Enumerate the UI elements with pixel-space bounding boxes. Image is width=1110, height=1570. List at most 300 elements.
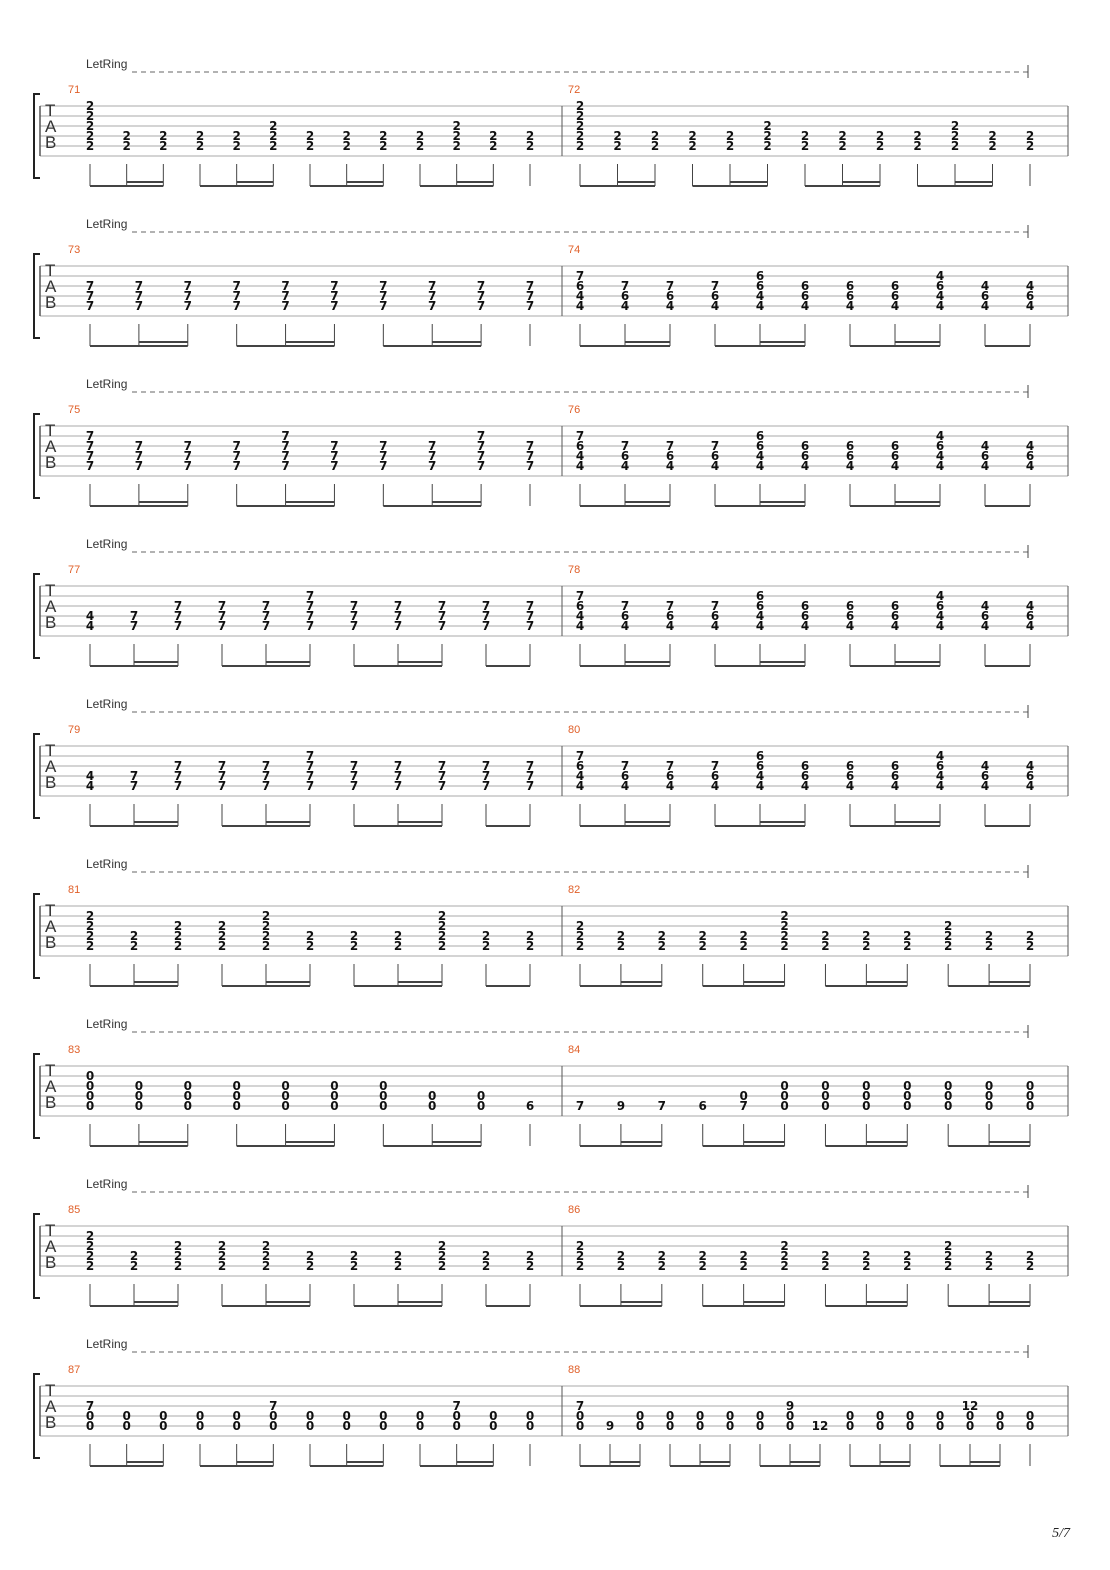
fret-number: 6 <box>665 289 675 303</box>
fret-number: 0 <box>965 1409 975 1423</box>
fret-number: 12 <box>961 1399 979 1413</box>
fret-number: 0 <box>665 1409 675 1423</box>
fret-number: 7 <box>525 299 535 313</box>
fret-number: 4 <box>665 459 675 473</box>
fret-number: 2 <box>800 139 810 153</box>
tab-clef-letter: T <box>45 1381 56 1400</box>
fret-number: 4 <box>1025 599 1035 613</box>
fret-number: 4 <box>935 749 945 763</box>
fret-number: 4 <box>665 779 675 793</box>
fret-number: 0 <box>821 1089 830 1103</box>
fret-number: 0 <box>134 1089 144 1103</box>
fret-number: 0 <box>995 1409 1005 1423</box>
let-ring-label: LetRing <box>86 537 128 551</box>
fret-number: 2 <box>85 1259 95 1273</box>
fret-number: 4 <box>935 289 945 303</box>
fret-number: 0 <box>845 1419 855 1433</box>
fret-number: 7 <box>393 599 403 613</box>
fret-number: 6 <box>800 439 810 453</box>
fret-number: 7 <box>134 289 144 303</box>
measure-number: 84 <box>568 1044 581 1056</box>
fret-number: 2 <box>415 139 425 153</box>
fret-number: 7 <box>620 599 630 613</box>
fret-number: 7 <box>85 279 95 293</box>
fret-number: 2 <box>349 939 359 953</box>
measure-number: 75 <box>68 404 81 416</box>
fret-number: 6 <box>755 599 765 613</box>
fret-number: 0 <box>489 1409 498 1423</box>
fret-number: 7 <box>261 759 271 773</box>
fret-number: 4 <box>980 599 990 613</box>
fret-number: 6 <box>890 609 900 623</box>
fret-number: 2 <box>452 139 461 153</box>
fret-number: 0 <box>415 1409 425 1423</box>
measure-number: 79 <box>68 724 81 736</box>
fret-number: 7 <box>173 769 183 783</box>
fret-number: 7 <box>232 459 241 473</box>
fret-number: 6 <box>890 439 900 453</box>
measure-number: 83 <box>68 1044 81 1056</box>
fret-number: 2 <box>159 129 168 143</box>
fret-number: 6 <box>935 599 945 613</box>
fret-number: 2 <box>688 129 697 143</box>
fret-number: 7 <box>620 279 630 293</box>
fret-number: 7 <box>393 779 403 793</box>
fret-number: 2 <box>575 139 585 153</box>
system-bracket <box>34 94 40 178</box>
fret-number: 2 <box>575 939 585 953</box>
fret-number: 7 <box>281 429 290 443</box>
fret-number: 6 <box>845 769 855 783</box>
fret-number: 2 <box>437 929 447 943</box>
fret-number: 7 <box>428 299 437 313</box>
fret-number: 7 <box>305 599 315 613</box>
measure-number: 76 <box>568 404 581 416</box>
fret-number: 2 <box>437 909 447 923</box>
fret-number: 6 <box>845 759 855 773</box>
fret-number: 6 <box>665 609 675 623</box>
fret-number: 9 <box>785 1399 795 1413</box>
fret-number: 7 <box>305 779 315 793</box>
fret-number: 7 <box>183 299 192 313</box>
fret-number: 0 <box>379 1089 388 1103</box>
tab-clef-letter: T <box>45 421 56 440</box>
fret-number: 2 <box>780 909 789 923</box>
fret-number: 4 <box>755 299 765 313</box>
fret-number: 2 <box>1025 1249 1035 1263</box>
fret-number: 2 <box>305 129 315 143</box>
fret-number: 0 <box>903 1089 912 1103</box>
fret-number: 0 <box>984 1089 994 1103</box>
fret-number: 0 <box>780 1099 789 1113</box>
fret-number: 7 <box>232 449 241 463</box>
fret-number: 2 <box>437 919 447 933</box>
fret-number: 2 <box>698 1259 707 1273</box>
fret-number: 7 <box>393 609 403 623</box>
fret-number: 4 <box>665 619 675 633</box>
fret-number: 7 <box>217 609 227 623</box>
fret-number: 6 <box>800 599 810 613</box>
fret-number: 7 <box>183 449 192 463</box>
fret-number: 6 <box>575 599 585 613</box>
fret-number: 2 <box>903 1249 912 1263</box>
fret-number: 7 <box>710 599 720 613</box>
fret-number: 2 <box>261 909 271 923</box>
fret-number: 7 <box>476 439 486 453</box>
fret-number: 7 <box>379 289 388 303</box>
fret-number: 7 <box>232 299 241 313</box>
fret-number: 0 <box>755 1419 765 1433</box>
fret-number: 6 <box>845 449 855 463</box>
fret-number: 7 <box>620 759 630 773</box>
fret-number: 2 <box>950 139 960 153</box>
system-bracket <box>34 574 40 658</box>
fret-number: 7 <box>393 619 403 633</box>
fret-number: 4 <box>935 299 945 313</box>
fret-number: 7 <box>710 759 720 773</box>
fret-number: 7 <box>134 279 144 293</box>
fret-number: 7 <box>525 619 535 633</box>
fret-number: 7 <box>129 609 139 623</box>
fret-number: 2 <box>85 939 95 953</box>
fret-number: 0 <box>785 1419 795 1433</box>
fret-number: 2 <box>269 119 278 133</box>
fret-number: 2 <box>261 1249 271 1263</box>
fret-number: 2 <box>129 939 139 953</box>
fret-number: 6 <box>620 289 630 303</box>
fret-number: 4 <box>85 619 95 633</box>
fret-number: 6 <box>575 279 585 293</box>
fret-number: 2 <box>780 939 789 953</box>
fret-number: 4 <box>575 459 585 473</box>
fret-number: 7 <box>85 299 95 313</box>
fret-number: 7 <box>261 769 271 783</box>
fret-number: 0 <box>755 1409 765 1423</box>
fret-number: 2 <box>821 939 830 953</box>
fret-number: 0 <box>635 1419 645 1433</box>
fret-number: 7 <box>393 769 403 783</box>
fret-number: 0 <box>905 1409 915 1423</box>
fret-number: 7 <box>525 459 535 473</box>
fret-number: 4 <box>755 459 765 473</box>
fret-number: 2 <box>305 939 315 953</box>
fret-number: 2 <box>988 139 997 153</box>
fret-number: 4 <box>755 779 765 793</box>
fret-number: 7 <box>232 439 241 453</box>
fret-number: 0 <box>452 1409 461 1423</box>
fret-number: 6 <box>890 289 900 303</box>
tab-clef-letter: T <box>45 581 56 600</box>
fret-number: 2 <box>85 919 95 933</box>
fret-number: 6 <box>755 279 765 293</box>
fret-number: 0 <box>862 1079 871 1093</box>
fret-number: 0 <box>944 1089 953 1103</box>
fret-number: 0 <box>379 1079 388 1093</box>
fret-number: 7 <box>710 279 720 293</box>
tab-clef-letter: T <box>45 901 56 920</box>
fret-number: 4 <box>1025 619 1035 633</box>
fret-number: 7 <box>525 769 535 783</box>
fret-number: 2 <box>261 939 271 953</box>
fret-number: 4 <box>935 269 945 283</box>
fret-number: 7 <box>437 619 447 633</box>
fret-number: 7 <box>281 459 290 473</box>
fret-number: 2 <box>379 129 388 143</box>
fret-number: 2 <box>349 1259 359 1273</box>
fret-number: 7 <box>575 749 585 763</box>
fret-number: 4 <box>980 459 990 473</box>
fret-number: 6 <box>620 609 630 623</box>
fret-number: 7 <box>437 779 447 793</box>
fret-number: 7 <box>173 609 183 623</box>
let-ring-label: LetRing <box>86 1177 128 1191</box>
fret-number: 4 <box>1025 439 1035 453</box>
measure-number: 74 <box>568 244 581 256</box>
fret-number: 6 <box>890 599 900 613</box>
fret-number: 2 <box>575 119 585 133</box>
fret-number: 4 <box>620 459 630 473</box>
fret-number: 0 <box>134 1079 144 1093</box>
tab-clef-letter: B <box>45 1093 57 1112</box>
fret-number: 7 <box>281 279 290 293</box>
fret-number: 2 <box>862 1249 871 1263</box>
fret-number: 2 <box>780 1249 789 1263</box>
fret-number: 0 <box>845 1409 855 1423</box>
fret-number: 7 <box>428 289 437 303</box>
fret-number: 2 <box>862 929 871 943</box>
fret-number: 2 <box>85 909 95 923</box>
fret-number: 7 <box>379 439 388 453</box>
fret-number: 2 <box>657 939 666 953</box>
tab-clef-letter: A <box>45 1237 57 1256</box>
fret-number: 0 <box>739 1089 748 1103</box>
fret-number: 4 <box>665 299 675 313</box>
fret-number: 7 <box>476 299 486 313</box>
fret-number: 2 <box>85 129 95 143</box>
fret-number: 2 <box>269 139 278 153</box>
fret-number: 2 <box>616 929 626 943</box>
fret-number: 4 <box>575 299 585 313</box>
fret-number: 6 <box>665 769 675 783</box>
tab-clef-letter: B <box>45 933 57 952</box>
page-number: 5/7 <box>1052 1526 1070 1541</box>
fret-number: 7 <box>85 1399 95 1413</box>
fret-number: 2 <box>944 939 953 953</box>
fret-number: 4 <box>1025 779 1035 793</box>
fret-number: 4 <box>575 779 585 793</box>
fret-number: 6 <box>890 759 900 773</box>
fret-number: 6 <box>800 759 810 773</box>
fret-number: 0 <box>905 1419 915 1433</box>
fret-number: 0 <box>195 1419 205 1433</box>
fret-number: 0 <box>780 1089 789 1103</box>
fret-number: 2 <box>85 99 95 113</box>
fret-number: 0 <box>1025 1419 1035 1433</box>
fret-number: 4 <box>980 299 990 313</box>
fret-number: 6 <box>755 589 765 603</box>
fret-number: 2 <box>305 139 315 153</box>
fret-number: 7 <box>481 769 491 783</box>
fret-number: 0 <box>984 1099 994 1113</box>
fret-number: 2 <box>481 939 491 953</box>
fret-number: 2 <box>261 1259 271 1273</box>
fret-number: 4 <box>890 619 900 633</box>
fret-number: 2 <box>875 139 885 153</box>
fret-number: 0 <box>862 1089 871 1103</box>
fret-number: 2 <box>1025 929 1035 943</box>
tab-clef-letter: A <box>45 1077 57 1096</box>
tab-clef-letter: A <box>45 597 57 616</box>
fret-number: 2 <box>913 129 922 143</box>
fret-number: 6 <box>1025 449 1035 463</box>
fret-number: 7 <box>525 599 535 613</box>
fret-number: 4 <box>935 609 945 623</box>
fret-number: 7 <box>575 1399 585 1413</box>
fret-number: 2 <box>217 1249 227 1263</box>
fret-number: 2 <box>85 929 95 943</box>
fret-number: 7 <box>525 609 535 623</box>
fret-number: 0 <box>452 1419 461 1433</box>
fret-number: 2 <box>950 129 960 143</box>
fret-number: 7 <box>481 599 491 613</box>
fret-number: 0 <box>85 1079 95 1093</box>
fret-number: 6 <box>1025 609 1035 623</box>
fret-number: 7 <box>261 609 271 623</box>
fret-number: 7 <box>281 289 290 303</box>
fret-number: 2 <box>173 929 183 943</box>
tab-clef-letter: T <box>45 741 56 760</box>
measure-number: 80 <box>568 724 581 736</box>
fret-number: 7 <box>232 289 241 303</box>
fret-number: 6 <box>800 609 810 623</box>
fret-number: 0 <box>995 1419 1005 1433</box>
fret-number: 7 <box>330 449 339 463</box>
fret-number: 0 <box>875 1419 885 1433</box>
fret-number: 7 <box>665 599 675 613</box>
fret-number: 0 <box>85 1409 95 1423</box>
fret-number: 2 <box>217 939 227 953</box>
measure-number: 85 <box>68 1204 81 1216</box>
let-ring-label: LetRing <box>86 697 128 711</box>
fret-number: 6 <box>755 749 765 763</box>
fret-number: 7 <box>305 749 315 763</box>
fret-number: 0 <box>665 1419 675 1433</box>
fret-number: 4 <box>710 779 720 793</box>
fret-number: 4 <box>710 299 720 313</box>
fret-number: 0 <box>984 1079 994 1093</box>
fret-number: 7 <box>173 599 183 613</box>
fret-number: 7 <box>261 599 271 613</box>
fret-number: 4 <box>1025 759 1035 773</box>
fret-number: 7 <box>525 439 535 453</box>
fret-number: 2 <box>261 929 271 943</box>
system-bracket <box>34 734 40 818</box>
fret-number: 4 <box>935 769 945 783</box>
fret-number: 2 <box>525 129 535 143</box>
fret-number: 0 <box>305 1419 315 1433</box>
fret-number: 2 <box>195 129 205 143</box>
fret-number: 0 <box>342 1419 351 1433</box>
fret-number: 0 <box>85 1069 95 1083</box>
fret-number: 7 <box>428 449 437 463</box>
fret-number: 7 <box>217 779 227 793</box>
fret-number: 7 <box>85 289 95 303</box>
fret-number: 4 <box>710 619 720 633</box>
fret-number: 4 <box>755 769 765 783</box>
fret-number: 0 <box>1025 1089 1035 1103</box>
fret-number: 4 <box>620 619 630 633</box>
fret-number: 2 <box>85 109 95 123</box>
fret-number: 7 <box>349 779 359 793</box>
fret-number: 0 <box>342 1409 351 1423</box>
system-bracket <box>34 1054 40 1138</box>
fret-number: 0 <box>935 1409 945 1423</box>
fret-number: 0 <box>232 1089 241 1103</box>
fret-number: 4 <box>935 449 945 463</box>
fret-number: 0 <box>281 1079 290 1093</box>
fret-number: 0 <box>821 1099 830 1113</box>
fret-number: 2 <box>85 139 95 153</box>
fret-number: 7 <box>525 289 535 303</box>
tab-clef-letter: T <box>45 1061 56 1080</box>
fret-number: 6 <box>935 279 945 293</box>
fret-number: 6 <box>755 759 765 773</box>
fret-number: 6 <box>755 439 765 453</box>
fret-number: 2 <box>862 939 871 953</box>
fret-number: 6 <box>935 439 945 453</box>
fret-number: 2 <box>944 929 953 943</box>
fret-number: 2 <box>437 1249 447 1263</box>
fret-number: 2 <box>903 939 912 953</box>
fret-number: 0 <box>944 1099 953 1113</box>
fret-number: 0 <box>379 1099 388 1113</box>
fret-number: 0 <box>183 1089 192 1103</box>
fret-number: 7 <box>575 589 585 603</box>
tab-clef-letter: B <box>45 453 57 472</box>
fret-number: 6 <box>710 609 720 623</box>
fret-number: 7 <box>349 609 359 623</box>
fret-number: 6 <box>755 269 765 283</box>
fret-number: 2 <box>913 139 922 153</box>
fret-number: 0 <box>232 1409 241 1423</box>
fret-number: 0 <box>525 1419 535 1433</box>
let-ring-label: LetRing <box>86 217 128 231</box>
fret-number: 7 <box>525 449 535 463</box>
fret-number: 2 <box>1025 939 1035 953</box>
fret-number: 2 <box>575 929 585 943</box>
fret-number: 2 <box>650 139 660 153</box>
fret-number: 6 <box>890 449 900 463</box>
fret-number: 4 <box>1025 299 1035 313</box>
fret-number: 2 <box>129 1259 139 1273</box>
fret-number: 2 <box>688 139 697 153</box>
fret-number: 4 <box>710 459 720 473</box>
fret-number: 2 <box>862 1259 871 1273</box>
fret-number: 4 <box>800 459 810 473</box>
fret-number: 4 <box>980 759 990 773</box>
fret-number: 7 <box>217 769 227 783</box>
tab-clef-letter: B <box>45 773 57 792</box>
fret-number: 0 <box>695 1409 705 1423</box>
fret-number: 7 <box>281 449 290 463</box>
fret-number: 2 <box>261 919 271 933</box>
fret-number: 7 <box>575 269 585 283</box>
fret-number: 7 <box>437 759 447 773</box>
fret-number: 2 <box>739 929 748 943</box>
fret-number: 0 <box>269 1419 278 1433</box>
fret-number: 2 <box>903 1259 912 1273</box>
fret-number: 2 <box>875 129 885 143</box>
